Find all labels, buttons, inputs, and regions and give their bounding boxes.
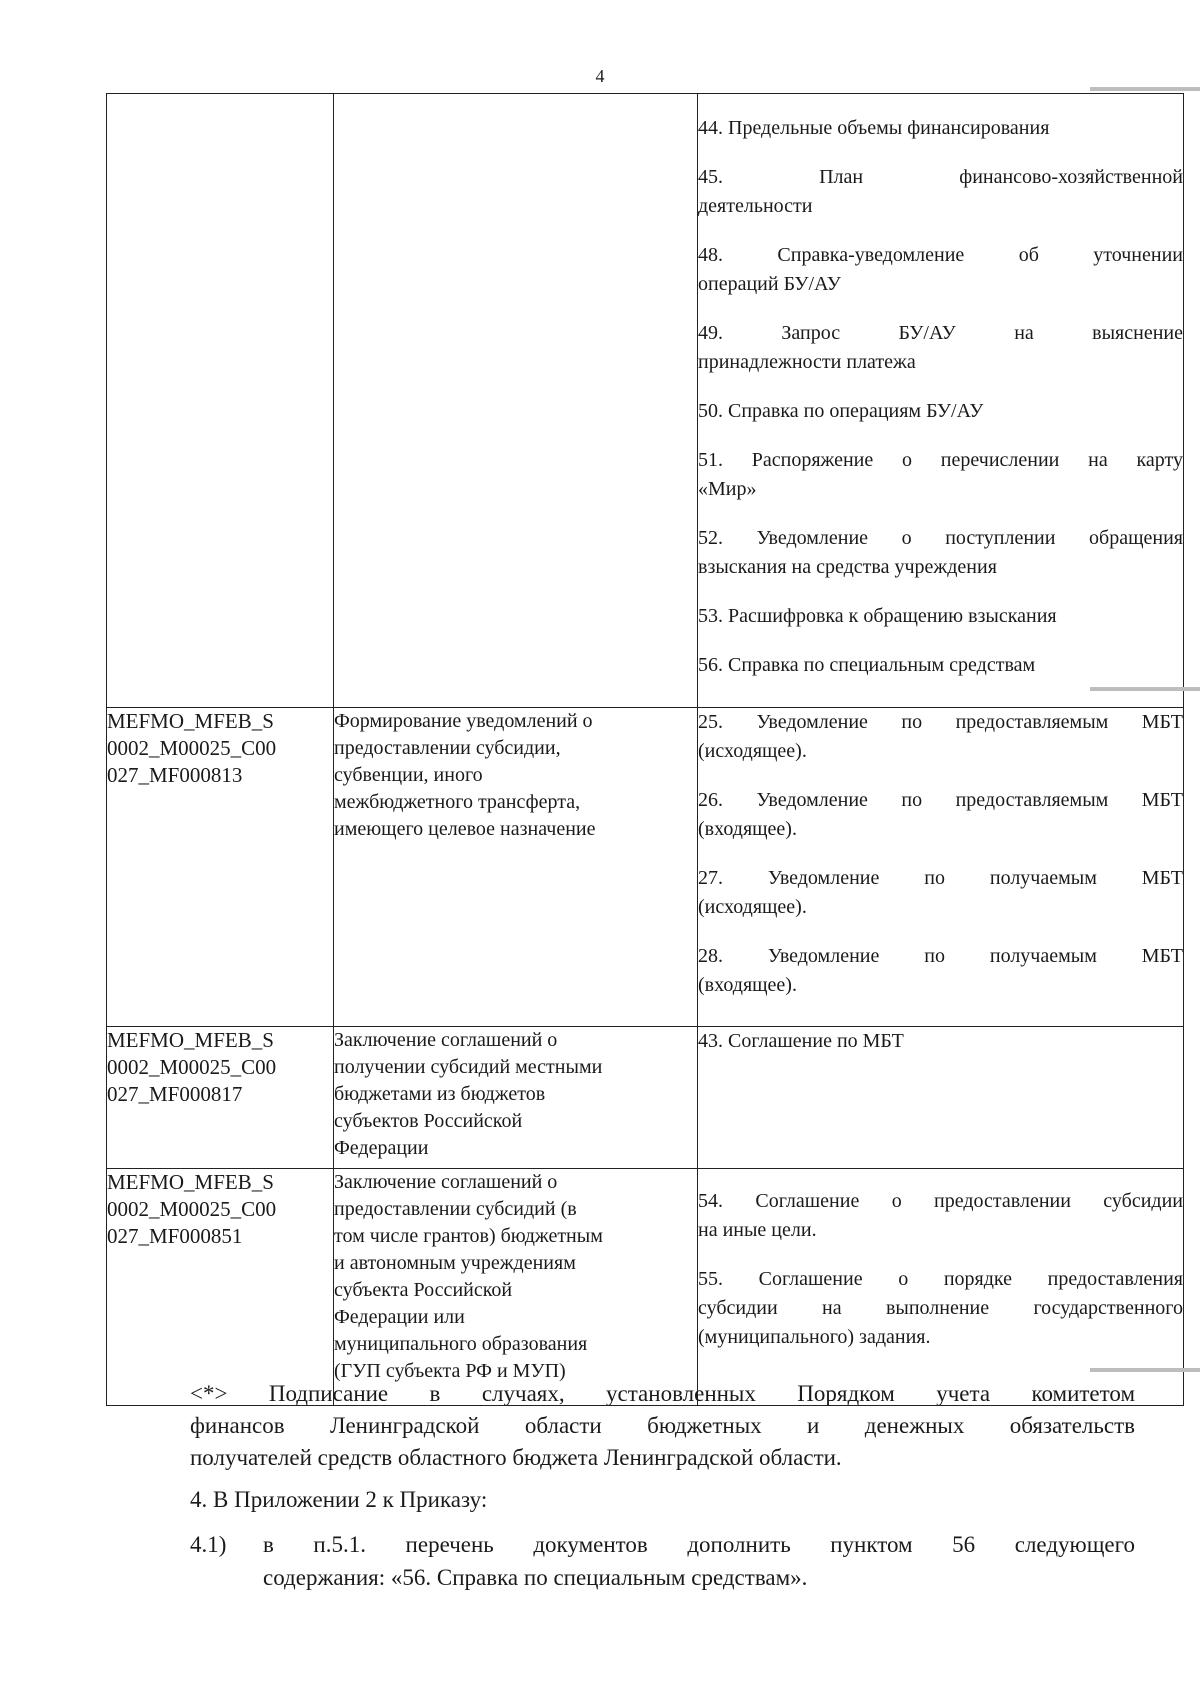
- document-item-line: 49. Запрос БУ/АУ на выяснение: [698, 322, 1183, 344]
- code-cell: [107, 1169, 334, 1406]
- table-row: [107, 1169, 1184, 1406]
- code-line: 027_MF000817: [107, 1082, 243, 1106]
- description-line: муниципального образования: [334, 1333, 588, 1355]
- document-item-line: 54. Соглашение о предоставлении субсидии: [698, 1190, 1183, 1212]
- document-item-line: 55. Соглашение о порядке предоставления: [698, 1268, 1183, 1290]
- document-item-line: 25. Уведомление по предоставляемым МБТ: [698, 711, 1183, 733]
- document-item: [698, 446, 1183, 504]
- document-item-line: 43. Соглашение по МБТ: [698, 1030, 904, 1052]
- code-cell: [107, 1027, 334, 1169]
- document-item-line: на иные цели.: [698, 1219, 817, 1241]
- code-line: MEFMO_MFEB_S: [107, 1170, 274, 1194]
- description-line: Заключение соглашений о: [334, 1171, 558, 1193]
- document-item: [698, 241, 1183, 299]
- table-row: [107, 94, 1184, 708]
- description-line: Заключение соглашений о: [334, 1029, 558, 1051]
- description-line: том числе грантов) бюджетным: [334, 1225, 603, 1247]
- description-cell: [334, 708, 698, 1027]
- documents-cell: [698, 94, 1184, 708]
- table-row: [107, 1027, 1184, 1169]
- code-line: MEFMO_MFEB_S: [107, 1028, 274, 1052]
- description-cell: [334, 94, 698, 708]
- item-4-1-number: 4.1): [190, 1532, 227, 1557]
- document-item-line: 27. Уведомление по получаемым МБТ: [698, 867, 1183, 889]
- document-item-line: (входящее).: [698, 818, 797, 840]
- code-cell: [107, 708, 334, 1027]
- description-line: субъектов Российской: [334, 1110, 523, 1132]
- description-line: Формирование уведомлений о: [334, 710, 593, 732]
- description-line: и автономным учреждениям: [334, 1252, 576, 1274]
- code-cell: [107, 94, 334, 708]
- document-item: [698, 163, 1183, 221]
- document-item: [698, 708, 1183, 766]
- document-item-line: (входящее).: [698, 974, 797, 996]
- document-table: [106, 93, 1184, 1406]
- footnote: [190, 1378, 1135, 1474]
- document-item: [698, 114, 1183, 143]
- description-line: субъекта Российской: [334, 1279, 513, 1301]
- document-item-line: (исходящее).: [698, 896, 807, 918]
- code-line: 0002_M00025_C00: [107, 736, 277, 760]
- scan-mark: [1090, 687, 1200, 691]
- code-line: 0002_M00025_C00: [107, 1055, 277, 1079]
- document-item-line: 52. Уведомление о поступлении обращения: [698, 527, 1183, 549]
- document-item-line: 48. Справка-уведомление об уточнении: [698, 244, 1183, 266]
- document-item-line: 51. Распоряжение о перечислении на карту: [698, 449, 1183, 471]
- document-item-line: 44. Предельные объемы финансирования: [698, 117, 1050, 139]
- document-item-line: (муниципального) задания.: [698, 1326, 931, 1348]
- document-item-line: 26. Уведомление по предоставляемым МБТ: [698, 789, 1183, 811]
- document-item-line: 56. Справка по специальным средствам: [698, 654, 1036, 676]
- document-item-line: «Мир»: [698, 478, 757, 500]
- scan-mark: [1090, 1368, 1200, 1372]
- document-item-line: (исходящее).: [698, 740, 807, 762]
- code-line: 0002_M00025_C00: [107, 1197, 277, 1221]
- document-item: [698, 651, 1183, 680]
- item-4-1-line: в п.5.1. перечень документов дополнить пунктом 56 следующего: [263, 1532, 1135, 1557]
- description-line: Федерации или: [334, 1306, 465, 1328]
- description-line: предоставлении субсидий (в: [334, 1198, 577, 1220]
- document-item: [698, 1027, 1183, 1056]
- document-item-line: деятельности: [698, 195, 813, 217]
- document-item: [698, 397, 1183, 426]
- document-item-line: 53. Расшифровка к обращению взыскания: [698, 605, 1057, 627]
- description-cell: [334, 1169, 698, 1406]
- footnote-line: финансов Ленинградской области бюджетных и денежных обязательств: [190, 1413, 1135, 1438]
- document-item: [698, 319, 1183, 377]
- document-item-line: 50. Справка по операциям БУ/АУ: [698, 400, 984, 422]
- description-line: предоставлении субсидии,: [334, 737, 561, 759]
- description-line: межбюджетного трансферта,: [334, 791, 581, 813]
- description-line: (ГУП субъекта РФ и МУП): [334, 1360, 566, 1382]
- documents-cell: [698, 1027, 1184, 1169]
- document-item-line: субсидии на выполнение государственного: [698, 1297, 1183, 1319]
- code-line: MEFMO_MFEB_S: [107, 709, 274, 733]
- document-item-line: 28. Уведомление по получаемым МБТ: [698, 945, 1183, 967]
- document-item-line: 45. План финансово-хозяйственной: [698, 166, 1183, 188]
- documents-cell: [698, 708, 1184, 1027]
- document-item: [698, 1187, 1183, 1245]
- description-line: имеющего целевое назначение: [334, 818, 596, 840]
- code-line: 027_MF000813: [107, 763, 243, 787]
- description-cell: [334, 1027, 698, 1169]
- table-row: [107, 708, 1184, 1027]
- description-line: субвенции, иного: [334, 764, 483, 786]
- document-item-line: операций БУ/АУ: [698, 273, 841, 295]
- item-4-1: [190, 1528, 1135, 1594]
- footnote-line: <*> Подписание в случаях, установленных Порядком учета комитетом: [190, 1381, 1135, 1406]
- item-4-heading: 4. В Приложении 2 к Приказу:: [190, 1487, 488, 1512]
- scan-mark: [1090, 87, 1200, 91]
- document-item-line: принадлежности платежа: [698, 351, 916, 373]
- document-item-line: взыскания на средства учреждения: [698, 556, 997, 578]
- description-line: получении субсидий местными: [334, 1056, 603, 1078]
- description-line: Федерации: [334, 1137, 429, 1159]
- document-item: [698, 786, 1183, 844]
- code-line: 027_MF000851: [107, 1224, 243, 1248]
- document-item: [698, 602, 1183, 631]
- page-number: 4: [595, 66, 605, 86]
- footnote-line: получателей средств областного бюджета Ленинградской области.: [190, 1445, 842, 1470]
- description-line: бюджетами из бюджетов: [334, 1083, 546, 1105]
- document-item: [698, 864, 1183, 922]
- document-item: [698, 524, 1183, 582]
- document-item: [698, 1265, 1183, 1352]
- item-4-1-line: содержания: «56. Справка по специальным средствам».: [263, 1565, 808, 1590]
- document-item: [698, 942, 1183, 1000]
